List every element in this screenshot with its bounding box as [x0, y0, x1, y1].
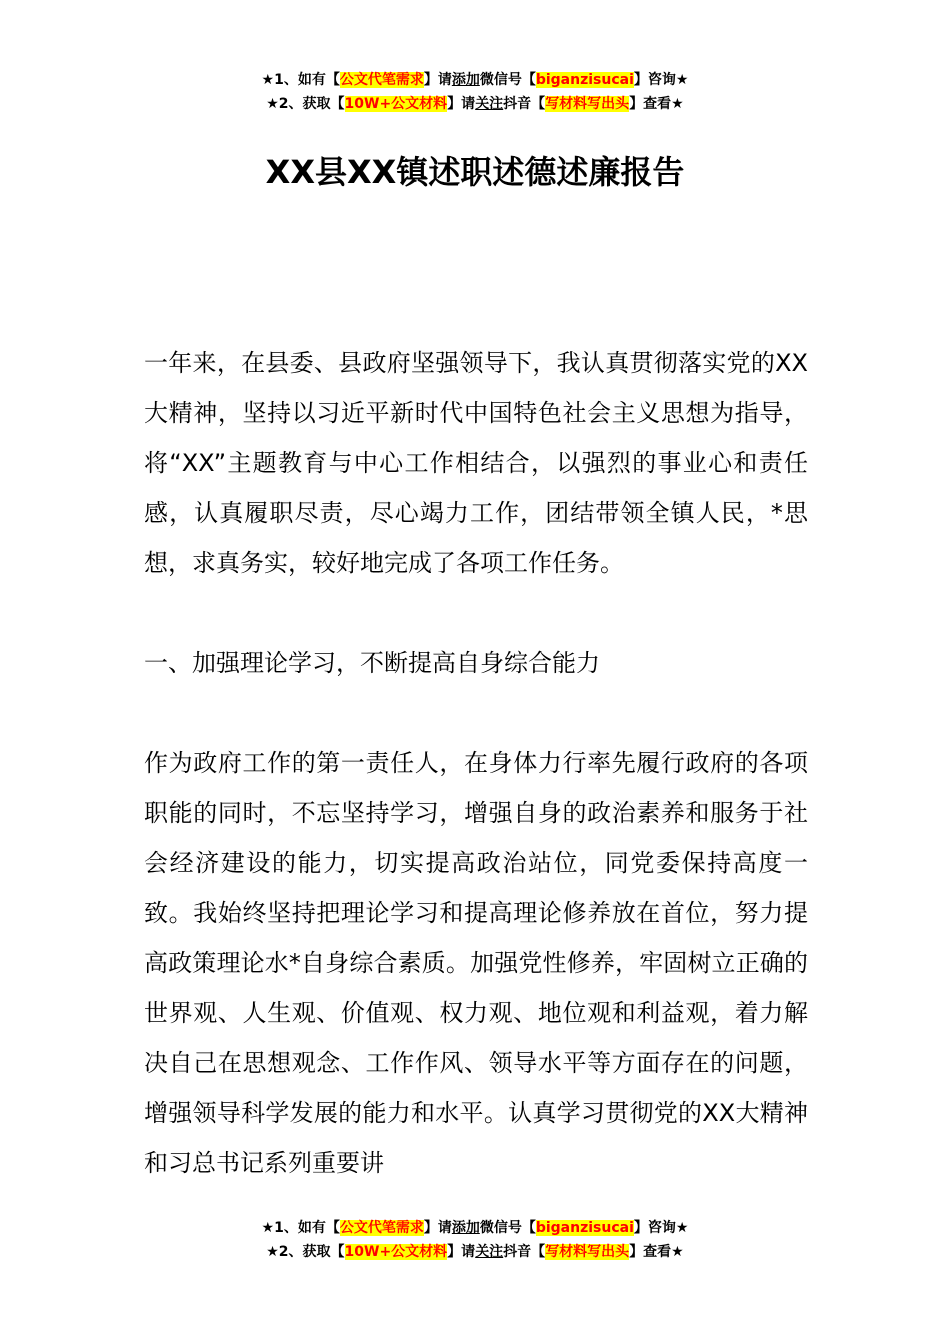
banner-text: 微信号【: [479, 1220, 536, 1236]
banner-text: 】请: [447, 1244, 476, 1260]
heading-text: 一、加强理论学习，不断提高自身综合能力: [144, 649, 600, 677]
banner-highlight: 写材料写出头: [545, 1244, 630, 1260]
banner-text: 微信号【: [479, 72, 536, 88]
banner-text: 】请: [423, 72, 452, 88]
banner-line-2: [0, 1240, 950, 1264]
banner-underline: 添加: [451, 1220, 480, 1236]
banner-text: 】请: [447, 96, 476, 112]
banner-text: 】查看★: [629, 1244, 684, 1260]
banner-highlight: 10W+公文材料: [344, 96, 448, 112]
banner-text: ★1、如有【: [261, 1220, 340, 1236]
banner-highlight: 10W+公文材料: [344, 1244, 448, 1260]
paragraph-text: 一年来，在县委、县政府坚强领导下，我认真贯彻落实党的XX大精神，坚持以习近平新时代中国特色社会主义思想为指导，将“XX”主题教育与中心工作相结合，以强烈的事业心和责任感，认真履职尽责，尽心竭力工作，团结带领全镇人民，*思想，求真务实，较好地完成了各项工作任务。: [144, 349, 808, 577]
banner-line-2: [0, 92, 950, 116]
banner-text: ★2、获取【: [266, 96, 345, 112]
banner-underline: 添加: [451, 72, 480, 88]
banner-highlight: biganzisucai: [535, 72, 634, 88]
banner-highlight: 写材料写出头: [545, 96, 630, 112]
banner-highlight: biganzisucai: [535, 1220, 634, 1236]
banner-text: 抖音【: [503, 96, 546, 112]
banner-highlight: 公文代笔需求: [339, 1220, 424, 1236]
section-heading: [144, 638, 808, 688]
banner-text: 】请: [423, 1220, 452, 1236]
banner-text: 】咨询★: [633, 1220, 689, 1236]
banner-text: ★2、获取【: [266, 1244, 345, 1260]
banner-text: ★1、如有【: [261, 72, 340, 88]
paragraph-text: 作为政府工作的第一责任人，在身体力行率先履行政府的各项职能的同时，不忘坚持学习，增强自身的政治素养和服务于社会经济建设的能力，切实提高政治站位，同党委保持高度一致。我始终坚持把理论学习和提高理论修养放在首位，努力提高政策理论水*自身综合素质。加强党性修养，牢固树立正确的世界观、人生观、价值观、权力观、地位观和利益观，着力解决自己在思想观念、工作作风、领导水平等方面存在的问题，增强领导科学发展的能力和水平。认真学习贯彻党的XX大精神和习总书记系列重要讲: [144, 749, 808, 1177]
banner-underline: 关注: [475, 96, 504, 112]
banner-text: 】咨询★: [633, 72, 689, 88]
banner-line-1: [0, 68, 950, 92]
document-title: XX县XX镇述职述德述廉报告: [265, 153, 685, 191]
banner-underline: 关注: [475, 1244, 504, 1260]
banner-line-1: [0, 1216, 950, 1240]
header-banner: [0, 68, 950, 116]
banner-highlight: 公文代笔需求: [339, 72, 424, 88]
banner-text: 】查看★: [629, 96, 684, 112]
intro-paragraph: [144, 338, 808, 588]
footer-banner: [0, 1216, 950, 1264]
body-paragraph: [144, 738, 808, 1188]
banner-text: 抖音【: [503, 1244, 546, 1260]
